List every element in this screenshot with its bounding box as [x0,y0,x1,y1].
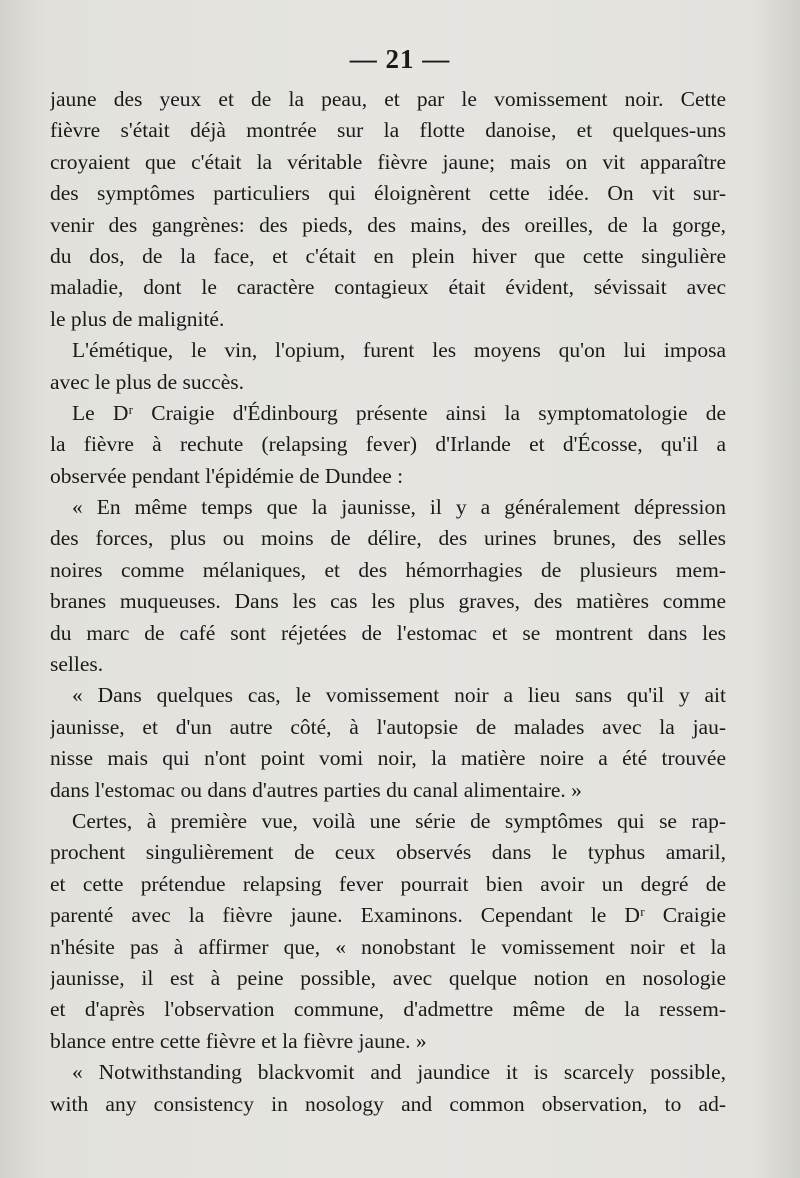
text-line: et d'après l'observation commune, d'admettre même de la ressem- [50,997,726,1022]
text-line: with any consistency in nosology and common observation, to ad- [50,1091,726,1116]
text-line: n'hésite pas à affirmer que, « nonobstant le vomissement noir et la [50,934,726,959]
text-line: « Dans quelques cas, le vomissement noir a lieu sans qu'il y ait [72,683,726,708]
text-line: « En même temps que la jaunisse, il y a généralement dépression [72,495,726,520]
text-line: la fièvre à rechute (relapsing fever) d'Irlande et d'Écosse, qu'il a [50,432,726,457]
page-number: — 21 — [349,44,451,74]
text-line: avec le plus de succès. [50,369,245,394]
text-line: noires comme mélaniques, et des hémorrhagies de plusieurs mem- [50,557,726,582]
body-text [50,84,726,1120]
text-line: observée pendant l'épidémie de Dundee : [50,463,404,488]
text-line: jaunisse, et d'un autre côté, à l'autopsie de malades avec la jau- [50,714,726,739]
text-line: nisse mais qui n'ont point vomi noir, la matière noire a été trouvée [50,746,726,771]
text-line: le plus de malignité. [50,306,225,331]
text-line: L'émétique, le vin, l'opium, furent les moyens qu'on lui imposa [72,338,726,363]
text-line: du marc de café sont réjetées de l'estomac et se montrent dans les [50,620,726,645]
text-line: croyaient que c'était la véritable fièvre jaune; mais on vit apparaître [50,149,726,174]
text-line: maladie, dont le caractère contagieux était évident, sévissait avec [50,275,726,300]
text-line: des symptômes particuliers qui éloignèrent cette idée. On vit sur- [50,181,726,206]
text-line: Certes, à première vue, voilà une série de symptômes qui se rap- [72,808,726,833]
text-line: jaunisse, il est à peine possible, avec quelque notion en nosologie [50,965,726,990]
text-line: prochent singulièrement de ceux observés dans le typhus amaril, [50,840,726,865]
text-line: blance entre cette fièvre et la fièvre jaune. » [50,1028,427,1053]
text-line: et cette prétendue relapsing fever pourrait bien avoir un degré de [50,871,726,896]
text-line: parenté avec la fièvre jaune. Examinons. Cependant le Dʳ Craigie [50,903,726,928]
text-line: jaune des yeux et de la peau, et par le vomissement noir. Cette [50,87,726,111]
text-line: du dos, de la face, et c'était en plein hiver que cette singulière [50,243,726,268]
text-line: fièvre s'était déjà montrée sur la flotte danoise, et quelques-uns [50,118,726,143]
text-line: des forces, plus ou moins de délire, des urines brunes, des selles [50,526,726,551]
text-line: « Notwithstanding blackvomit and jaundice it is scarcely possible, [72,1060,726,1085]
text-line: Le Dʳ Craigie d'Édinbourg présente ainsi la symptomatologie de [72,400,726,425]
text-line: venir des gangrènes: des pieds, des mains, des oreilles, de la gorge, [50,212,726,237]
text-line: dans l'estomac ou dans d'autres parties du canal alimentaire. » [50,777,582,802]
text-line: selles. [50,652,104,677]
text-line: branes muqueuses. Dans les cas les plus graves, des matières comme [50,589,726,614]
